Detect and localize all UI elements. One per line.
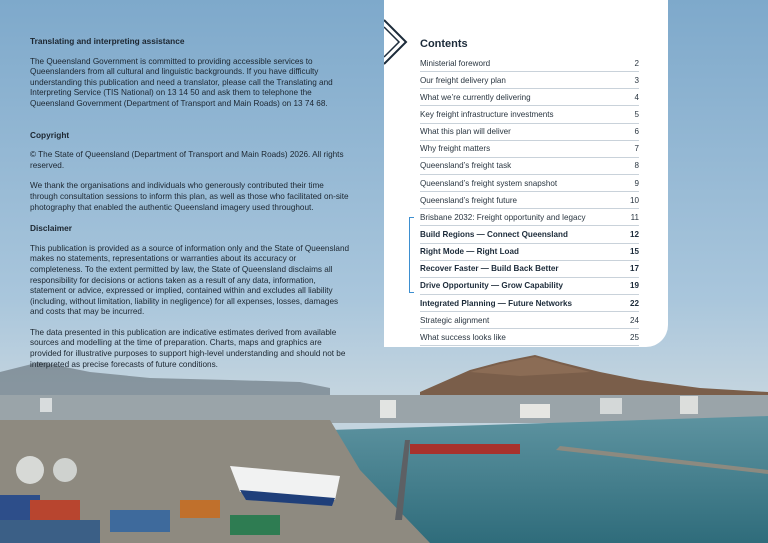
contents-item[interactable] [420,158,639,175]
contents-item-page: 5 [634,109,639,119]
data-note-text: The data presented in this publication are indicative estimates derived from available sources and modelling at the time of preparation. Charts, maps and graphics are provided for illustrative purposes to support high-level understanding and should not be interpreted as precise forecasts of future conditions. [30,327,346,369]
contents-item[interactable] [420,329,639,346]
copyright-text: © The State of Queensland (Department of Transport and Main Roads) 2026. All rights reserved. [30,150,344,170]
contents-item-label: Recover Faster — Build Back Better [420,264,559,274]
contents-item-label: Why freight matters [420,144,491,154]
contents-item[interactable] [420,106,639,123]
contents-item[interactable] [420,175,639,192]
publication-notes [30,36,350,380]
contents-item-label: Brisbane 2032: Freight opportunity and legacy [420,212,586,222]
contents-item[interactable] [420,261,639,278]
contents-item-page: 15 [629,247,639,257]
contents-item-label: Strategic alignment [420,315,490,325]
contents-item-page: 10 [629,195,639,205]
contents-item-label: Queensland’s freight task [420,161,512,171]
contents-item-label: What this plan will deliver [420,127,511,137]
contents-item-label: Our freight delivery plan [420,75,506,85]
contents-item-page: 22 [629,298,639,308]
pillars-bracket [409,217,414,293]
contents-item[interactable] [420,244,639,261]
disclaimer-heading: Disclaimer [30,223,72,234]
contents-item-page: 6 [634,127,639,137]
contents-item[interactable] [420,141,639,158]
contents-item-page: 19 [629,281,639,291]
contents-item[interactable] [420,295,639,312]
contents-item-page: 8 [634,161,639,171]
chevron-right-icon [384,18,410,66]
contents-item-page: 17 [629,264,639,274]
contents-item[interactable] [420,89,639,106]
contents-panel [384,0,668,347]
contents-item-label: Integrated Planning — Future Networks [420,298,572,308]
contents-item-page: 9 [634,178,639,188]
translating-text: The Queensland Government is committed to providing accessible services to Queenslanders from all cultural and linguistic backgrounds. If you have difficulty understanding this publication and need a translator, please call the Translating and Interpreting Service (TIS National) on 13 14 50 and ask them to telephone the Queensland Government (Department of Transport and Main Roads) on 13 74 68. [30,56,333,108]
contents-item-page: 2 [634,58,639,68]
contents-item-page: 12 [629,229,639,239]
translating-heading: Translating and interpreting assistance [30,36,185,46]
contents-item-label: Drive Opportunity — Grow Capability [420,281,564,291]
copyright-heading: Copyright [30,129,70,140]
contents-item[interactable] [420,124,639,141]
contents-item[interactable] [420,278,639,295]
contents-item-label: Key freight infrastructure investments [420,109,554,119]
contents-item[interactable] [420,72,639,89]
thanks-text: We thank the organisations and individuals who generously contributed their time through consultation sessions to inform this plan, as well as those who facilitated on-site photography that enabled the authentic Queensland imagery used throughout. [30,181,349,212]
contents-item-label: Queensland’s freight future [420,195,518,205]
contents-item[interactable] [420,226,639,243]
contents-item-page: 3 [634,75,639,85]
contents-item-label: Build Regions — Connect Queensland [420,229,568,239]
contents-item-label: Right Mode — Right Load [420,247,519,257]
contents-item-page: 7 [634,144,639,154]
contents-item-page: 25 [629,332,639,342]
contents-item-page: 11 [630,212,639,222]
contents-item[interactable] [420,55,639,72]
contents-item[interactable] [420,312,639,329]
contents-item[interactable] [420,209,639,226]
contents-item-label: What we’re currently delivering [420,92,531,102]
contents-item-page: 24 [629,315,639,325]
contents-item[interactable] [420,192,639,209]
disclaimer-text: This publication is provided as a source of information only and the State of Queensland makes no statements, representations or warranties about its accuracy or completeness. To the extent permitted by law, the State of Queensland disclaims all responsibility for decisions or actions taken as a result of any data, information, statement or advice, expressed or implied, contained within and excludes all liability (including, without limitation, liability in negligence) for all expenses, losses, damages and costs that may be incurred. [30,243,350,317]
contents-item-page: 4 [634,92,639,102]
contents-list [420,55,639,346]
contents-item-label: Ministerial foreword [420,58,491,68]
contents-item-label: What success looks like [420,332,506,342]
contents-item-label: Queensland’s freight system snapshot [420,178,558,188]
contents-title: Contents [420,38,468,50]
